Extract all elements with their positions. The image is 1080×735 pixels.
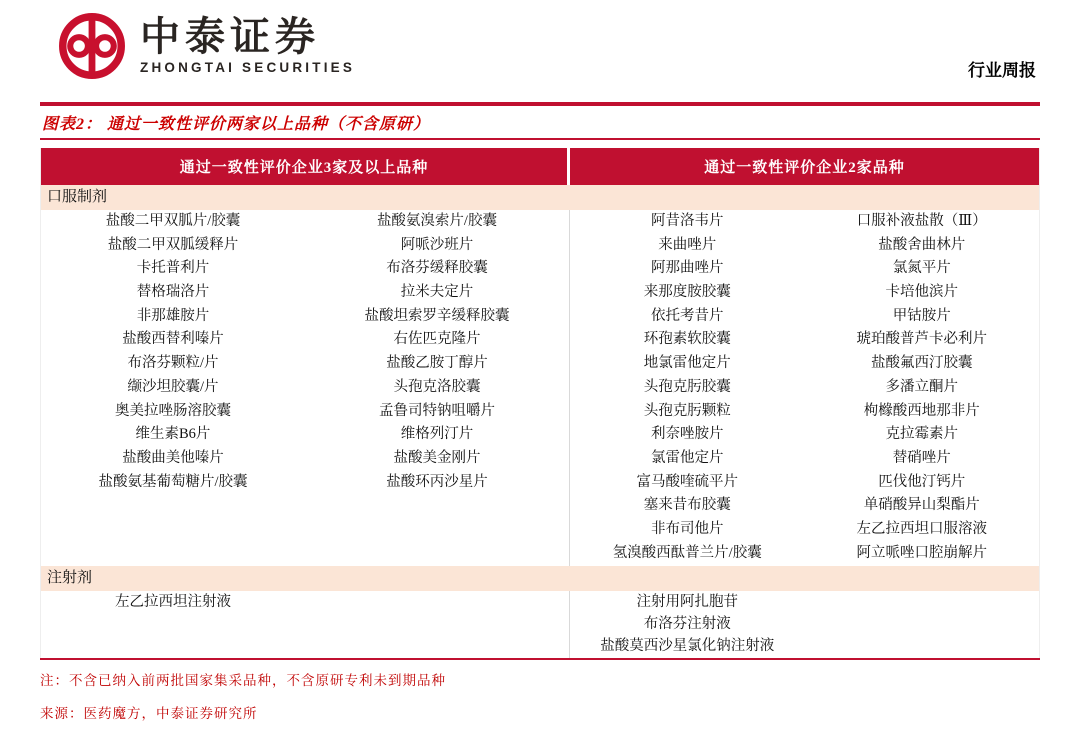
drug-item: 右佐匹克隆片	[393, 331, 481, 348]
oral-col-1	[41, 210, 305, 566]
drug-item: 盐酸二甲双胍片/胶囊	[105, 213, 241, 229]
injection-col-2	[305, 591, 569, 658]
drug-item: 注射用阿扎胞苷	[636, 594, 738, 610]
table-note: 注：不含已纳入前两批国家集采品种，不含原研专利未到期品种	[40, 673, 446, 688]
oral-body	[41, 210, 1039, 566]
drug-item: 口服补液盐散（Ⅲ）	[856, 213, 987, 229]
drug-item: 利奈唑胺片	[650, 426, 724, 443]
drug-item: 盐酸氟西汀胶囊	[870, 355, 973, 372]
report-type-label: 行业周报	[968, 61, 1036, 80]
drug-item: 塞来昔布胶囊	[643, 497, 731, 514]
drug-item: 氢溴酸西酞普兰片/胶囊	[612, 544, 762, 561]
consistency-evaluation-table	[40, 148, 1040, 658]
logo-name-cn: 中泰证券	[140, 14, 320, 60]
oral-left-half	[41, 210, 570, 566]
logo-text	[140, 16, 355, 75]
drug-item: 左乙拉西坦口服溶液	[856, 520, 987, 537]
drug-item: 阿那曲唑片	[650, 260, 724, 277]
zhongtai-logo	[58, 12, 355, 80]
drug-item: 孟鲁司特钠咀嚼片	[378, 402, 495, 419]
drug-item: 来那度胺胶囊	[643, 284, 731, 301]
drug-item: 盐酸舍曲林片	[878, 236, 966, 253]
drug-item: 奥美拉唑肠溶胶囊	[114, 402, 231, 419]
drug-item: 氯氮平片	[892, 260, 951, 277]
drug-item: 盐酸环丙沙星片	[386, 473, 488, 490]
section-header-injection: 注射剂	[41, 566, 1039, 591]
page-header	[0, 0, 1080, 98]
column-header-2: 通过一致性评价企业2家品种	[704, 160, 905, 176]
oral-col-3	[570, 210, 805, 566]
table-header-row	[41, 148, 1039, 185]
drug-item: 左乙拉西坦注射液	[114, 594, 231, 610]
drug-item: 阿哌沙班片	[400, 236, 474, 253]
drug-item: 盐酸曲美他嗪片	[122, 449, 224, 466]
drug-item: 克拉霉素片	[885, 426, 958, 443]
drug-item: 头孢克洛胶囊	[393, 378, 481, 395]
drug-item: 盐酸坦索罗辛缓释胶囊	[364, 307, 510, 324]
title-rule	[40, 138, 1040, 140]
logo-name-en: ZHONGTAI SECURITIES	[140, 60, 356, 76]
oral-col-2	[305, 210, 569, 566]
drug-item: 布洛芬注射液	[643, 616, 731, 632]
source-note: 来源：医药魔方，中泰证券研究所	[40, 706, 258, 721]
drug-item: 替硝唑片	[892, 449, 951, 466]
drug-item: 依托考昔片	[650, 307, 724, 324]
drug-item: 维生素B6片	[135, 426, 211, 443]
injection-col-1	[41, 591, 305, 658]
injection-col-3	[570, 591, 805, 658]
drug-item: 多潘立酮片	[885, 378, 958, 395]
drug-item: 单硝酸异山梨酯片	[863, 497, 980, 514]
drug-item: 盐酸二甲双胍缓释片	[107, 236, 239, 253]
drug-item: 盐酸乙胺丁醇片	[386, 355, 488, 372]
drug-item: 布洛芬颗粒/片	[127, 355, 219, 372]
injection-body	[41, 591, 1039, 658]
zhongtai-logo-icon	[58, 12, 126, 80]
drug-item: 环孢素软胶囊	[643, 331, 731, 348]
drug-item: 阿立哌唑口腔崩解片	[856, 544, 987, 561]
injection-col-4	[804, 591, 1039, 658]
drug-item: 枸橼酸西地那非片	[863, 402, 980, 419]
drug-item: 盐酸西替利嗪片	[122, 331, 224, 348]
drug-item: 富马酸喹硫平片	[636, 473, 738, 490]
section-header-oral: 口服制剂	[41, 185, 1039, 210]
drug-item: 甲钴胺片	[892, 307, 951, 324]
drug-item: 头孢克肟颗粒	[643, 402, 731, 419]
injection-left-half	[41, 591, 570, 658]
drug-item: 阿昔洛韦片	[650, 213, 724, 229]
drug-item: 非布司他片	[650, 520, 724, 537]
drug-item: 盐酸氨基葡萄糖片/胶囊	[98, 473, 248, 490]
figure-area	[0, 102, 1080, 722]
drug-item: 卡托普利片	[136, 260, 210, 277]
drug-item: 替格瑞洛片	[136, 284, 210, 301]
drug-item: 地氯雷他定片	[643, 355, 731, 372]
oral-col-4	[804, 210, 1039, 566]
drug-item: 卡培他滨片	[885, 284, 958, 301]
drug-item: 维格列汀片	[400, 426, 474, 443]
drug-item: 缬沙坦胶囊/片	[127, 378, 219, 395]
drug-item: 来曲唑片	[658, 236, 717, 253]
injection-right-half	[570, 591, 1039, 658]
drug-item: 琥珀酸普芦卡必利片	[856, 331, 987, 348]
drug-item: 盐酸氨溴索片/胶囊	[376, 213, 497, 229]
drug-item: 氯雷他定片	[650, 449, 724, 466]
drug-item: 匹伐他汀钙片	[878, 473, 966, 490]
drug-item: 拉米夫定片	[400, 284, 474, 301]
figure-title: 图表2： 通过一致性评价两家以上品种（不含原研）	[42, 116, 431, 133]
drug-item: 非那雄胺片	[136, 307, 210, 324]
drug-item: 布洛芬缓释胶囊	[386, 260, 488, 277]
drug-item: 盐酸美金刚片	[393, 449, 481, 466]
drug-item: 盐酸莫西沙星氯化钠注射液	[600, 638, 775, 654]
column-header-3-or-more: 通过一致性评价企业3家及以上品种	[41, 148, 570, 185]
drug-item: 头孢克肟胶囊	[643, 378, 731, 395]
oral-right-half	[570, 210, 1039, 566]
bottom-rule	[40, 658, 1040, 660]
